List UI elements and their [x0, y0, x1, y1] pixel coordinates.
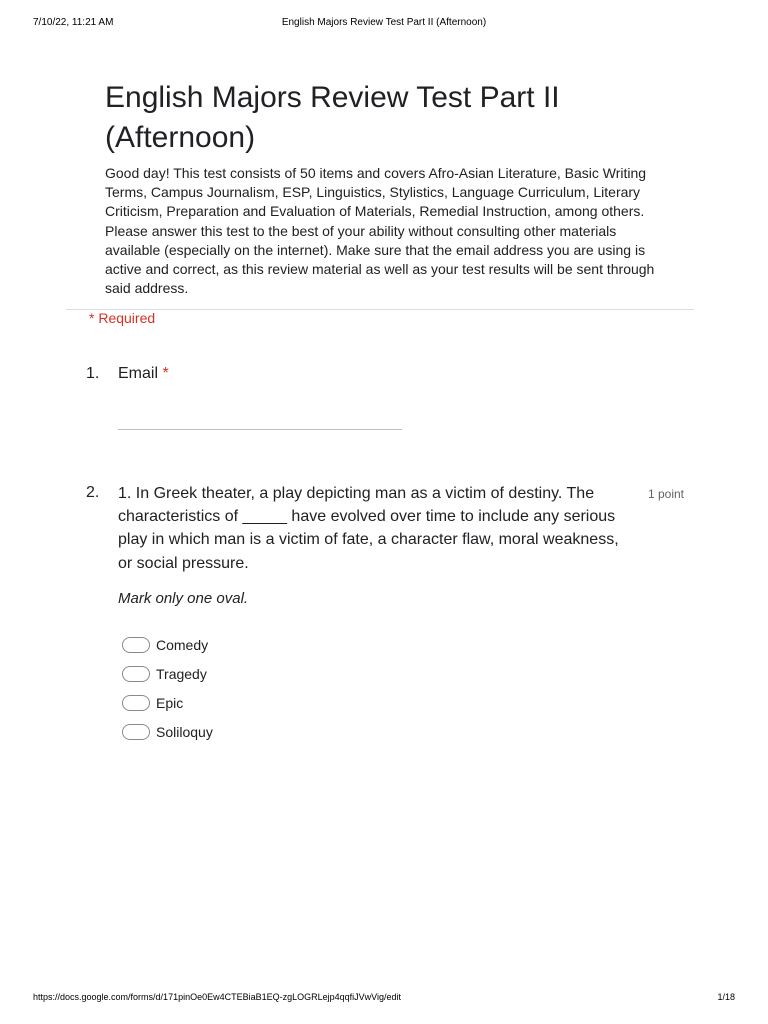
question-1-label: Email: [118, 365, 159, 382]
question-2-options: [122, 630, 213, 746]
required-asterisk: *: [162, 365, 169, 382]
option-epic[interactable]: [122, 688, 213, 717]
option-label: Epic: [156, 694, 184, 711]
print-page-number: 1/18: [717, 992, 735, 1002]
question-1-number: 1.: [86, 365, 100, 382]
print-datetime: 7/10/22, 11:21 AM: [33, 17, 114, 28]
email-field[interactable]: [118, 429, 402, 430]
question-2-instruction: Mark only one oval.: [118, 590, 249, 607]
question-2-number: 2.: [86, 484, 100, 501]
option-label: Comedy: [156, 636, 209, 653]
print-url: https://docs.google.com/forms/d/171pinOe0Ew4CTEBiaB1EQ-zgLOGRLejp4qqfiJVwVig/edit: [33, 992, 402, 1002]
print-doc-title: English Majors Review Test Part II (Afternoon): [281, 17, 487, 28]
header-divider: [66, 309, 694, 310]
form-description: Good day! This test consists of 50 items and covers Afro-Asian Literature, Basic Writing Terms, Campus Journalism, ESP, Linguistics, Stylistics, Language Curriculum, Literary Criticism, Preparation and Evaluation of Materials, Remedial Instruction, among others. Please answer this test to the best of your ability without consulting other materials available (especially on the internet). Make sure that the email address you are using is active and correct, as this review material as well as your test results will be sent through said address.: [105, 165, 655, 297]
question-2-points: 1 point: [647, 487, 684, 501]
radio-oval[interactable]: [122, 695, 150, 711]
question-1-title: [118, 365, 169, 383]
option-tragedy[interactable]: [122, 659, 213, 688]
radio-oval[interactable]: [122, 724, 150, 740]
option-comedy[interactable]: [122, 630, 213, 659]
question-2-text: 1. In Greek theater, a play depicting man as a victim of destiny. The characteristics of _____ have evolved over time to include any serious play in which man is a victim of fate, a character flaw, moral weakness, or social pressure.: [118, 485, 619, 572]
form-title: English Majors Review Test Part II (Afternoon): [105, 81, 560, 154]
option-label: Tragedy: [156, 665, 207, 682]
radio-oval[interactable]: [122, 637, 150, 653]
form-header: [105, 78, 665, 298]
required-note: * Required: [89, 310, 156, 326]
option-soliloquy[interactable]: [122, 717, 213, 746]
print-header: [0, 17, 768, 33]
option-label: Soliloquy: [156, 723, 213, 740]
radio-oval[interactable]: [122, 666, 150, 682]
